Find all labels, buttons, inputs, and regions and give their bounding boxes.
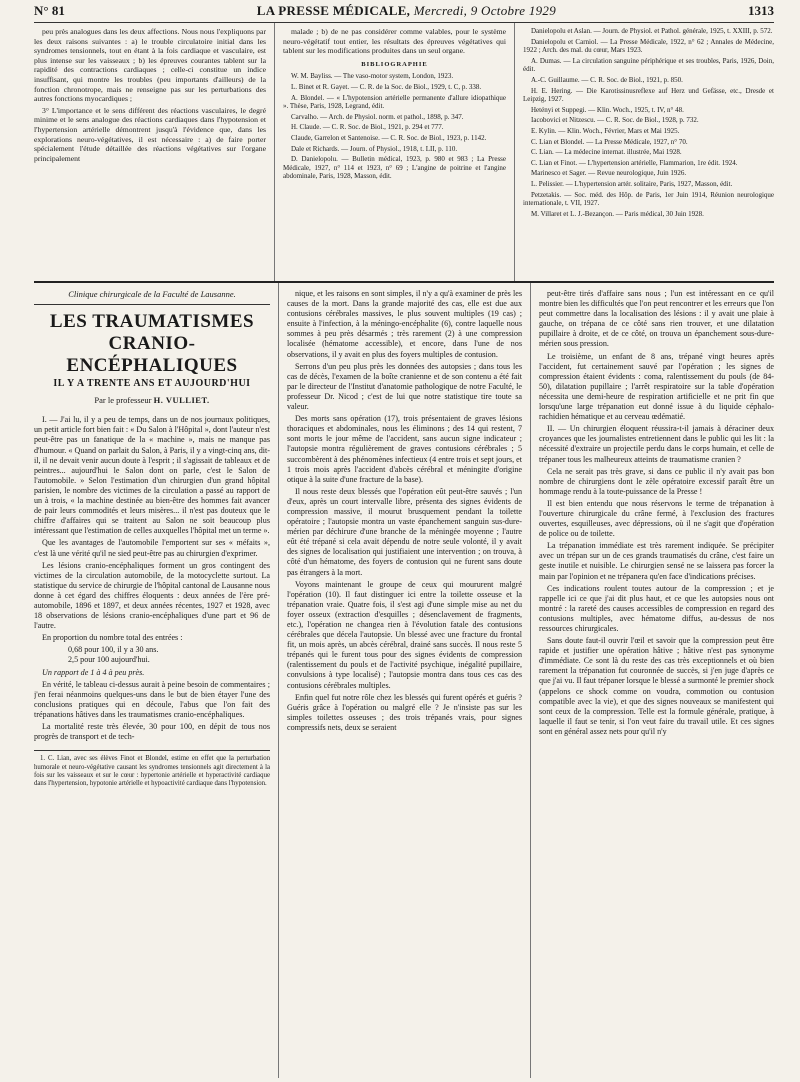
- journal-title: [257, 3, 556, 19]
- bibliography-entry: Danielopolu et Carniol. — La Presse Médicale, 1922, n° 62 ; Annales de Médecine, 1922 ; Arch. des mal. du cœur, Mars 1923.: [523, 37, 774, 55]
- paragraph: II. — Un chirurgien éloquent réussira-t-il jamais à déraciner deux croyances que les journalistes entretiennent dans le public qui les lit : la nécessité d'extraire un projectile perdu dans le corps humain, et celle de trépaner tous les malheureux atteints de traumatisme cranien ?: [539, 424, 774, 464]
- bibliography-entry: W. M. Bayliss. — The vaso-motor system, London, 1923.: [291, 72, 454, 81]
- author-prefix: Par le professeur: [94, 395, 152, 406]
- journal-name: LA PRESSE MÉDICALE,: [256, 3, 411, 18]
- bibliography-entry: Petzetakis. — Soc. méd. des Hôp. de Paris, 1er Juin 1914, Réunion neurologique internationale, t. VII, 1927.: [523, 190, 774, 208]
- article-title-line: LES TRAUMATISMES: [49, 311, 255, 333]
- issue-number: N° 81: [34, 3, 65, 18]
- paragraph: Un rapport de 1 à 4 à peu près.: [42, 667, 145, 677]
- paragraph: La trépanation immédiate est très rarement indiquée. Se précipiter avec un trépan sur un de ces grands traumatisés du crâne, c'est faire un geste inutile et nuisible. Le chirurgien sensé ne se laissera pas forcer la main par l'opinion et ne trépanera qu'en face d'indications précises.: [539, 541, 774, 581]
- bibliography-entry: C. Lian et Blondel. — La Presse Médicale, 1927, n° 70.: [531, 137, 688, 146]
- paragraph: Sans doute faut-il ouvrir l'œil et savoir que la compression peut être rapide et justifier une opération hâtive ; hâtive n'est pas synonyme d'immédiate. Ce sont là du reste des cas très exceptionnels et où bien rarement la trépanation fut couronnée de succès, si j'en juge d'après ce que j'ai vu. Il faut trépaner lorsque le blessé a surmonté le premier shock (appelons ce shock comme on voudra, commotion ou contusion compatible avec la vie), et que des signes nouveaux se manifestent qui sont ceux de la compression. Telle est la formule générale, pratique, à laquelle il faut se tenir, si l'on veut faire du travail utile. Et ces signes sont en général assez nets pour qu'il n'y: [539, 636, 774, 736]
- article-column-2: [278, 283, 530, 1078]
- bibliography-entry: C. Lian. — La médecine internat. illustrée, Mai 1928.: [531, 148, 682, 157]
- bibliography-entry: L. Binet et R. Gayet. — C. R. de la Soc. de Biol., 1929, t. C, p. 338.: [291, 82, 482, 91]
- bibliography-entry: H. Claude. — C. R. Soc. de Biol., 1921, p. 294 et 777.: [291, 123, 444, 132]
- paragraph: En proportion du nombre total des entrées :: [42, 633, 183, 643]
- paragraph: peut-être tirés d'affaire sans nous ; l'un est intéressant en ce qu'il montre bien les difficultés que l'on peut rencontrer et les erreurs que l'on peut commettre dans la localisation des lésions : il y avait une plaie à gauche, on trépana de ce côté sans rien trouver, et une dilatation pupillaire à droite, et de ce côté, on trouva un épanchement sous-dure-mérien sous pression.: [539, 289, 774, 349]
- paragraph: Des morts sans opération (17), trois présentaient de graves lésions thoraciques et abdominales, nous les éliminons ; des 14 qui restent, 7 sont morts le jour même de l'accident, sans aucun signe indicateur ; l'autopsie montra régulièrement de graves contusions cérébrales ; 5 succombèrent à des phénomènes infectieux (4 entre trois et sept jours, et 1 trois mois après l'accident d'abcès cérébral et méningite d'origine otique à la suite d'une fracture de la base).: [287, 414, 522, 484]
- statistic: 2,5 pour 100 aujourd'hui.: [68, 655, 150, 665]
- paragraph: Enfin quel fut notre rôle chez les blessés qui furent opérés et guéris ? Guéris grâce à l'opération ou malgré elle ? Je n'insiste pas sur les simples toilettes osseuses ; des trois trépanés vrais, pour signes compressifs nets, deux se seraient: [287, 692, 522, 732]
- top-column-2: [274, 23, 514, 281]
- article-subtitle: IL Y A TRENTE ANS ET AUJOURD'HUI: [53, 378, 251, 390]
- paragraph: malade ; b) de ne pas considérer comme valables, pour le système neuro-végétatif tout entier, les résultats des épreuves végétatives qui tablent sur les modifications produites dans un seul organe.: [283, 27, 506, 56]
- bibliography-entry: Hetényi et Suppegi. — Klin. Woch., 1925, t. IV, n° 48.: [531, 105, 684, 114]
- author-line: [34, 395, 270, 405]
- article-title-line: CRANIO-ENCÉPHALIQUES: [66, 333, 238, 377]
- article-title: [34, 311, 270, 377]
- statistic: 0,68 pour 100, il y a 30 ans.: [68, 645, 159, 655]
- previous-article-continuation: [34, 23, 774, 283]
- top-column-1: [34, 23, 274, 281]
- paragraph: La mortalité reste très élevée, 30 pour 100, en dépit de tous nos progrès de transport et de tech-: [34, 722, 270, 742]
- bibliography-entry: D. Danielopolu. — Bulletin médical, 1923, p. 980 et 983 ; La Presse Médicale, 1927, n° 114 et 1923, n° 69 ; L'angine de poitrine et l'angine abdominale, Paris, 1928, Masson, édit.: [283, 155, 506, 181]
- article: [34, 283, 774, 1078]
- paragraph: Le troisième, un enfant de 8 ans, trépané vingt heures après l'accident, fut certainement sauvé par l'opération ; les signes de compression étaient évidents : coma, ralentissement du pouls (de 84-50), dilatation pupillaire ; l'arrêt respiratoire sur la table d'opération nécessita une demi-heure de respiration artificielle et ne prit fin que lorsqu'une large trépanation eut donné issue à du liquide céphalo-rachidien hématique et au cerveau œdématié.: [539, 351, 774, 422]
- bibliography-entry: Dale et Richards. — Journ. of Physiol., 1918, t. LII, p. 110.: [291, 144, 458, 153]
- paragraph: Les lésions cranio-encéphaliques forment un gros contingent des victimes de la circulation automobile, de la motocyclette surtout. La statistique du service de chirurgie de l'hôpital cantonal de Lausanne nous donne à cet égard des chiffres éloquents : deux années de l'ère pré-automobile, 1896 et 1897, et deux années récentes, 1927 et 1928, avec 18 observations de lésions cranio-encéphaliques d'une part et 96 de l'autre.: [34, 560, 270, 631]
- bibliography-entry: Carvalho. — Arch. de Physiol. norm. et pathol., 1898, p. 347.: [291, 112, 464, 121]
- bibliography-entry: Marinesco et Sager. — Revue neurologique, Juin 1926.: [531, 169, 687, 178]
- footnote: [34, 750, 270, 789]
- paragraph: Voyons maintenant le groupe de ceux qui moururent malgré l'opération (10). Il faut distinguer ici entre la toilette osseuse et la trépanation vraie. Quatre fois, il s'est agi d'une simple mise au net du foyer osseux (extraction d'esquilles ; désenclavement de fragments, etc.), l'opération ne changea rien à l'évolution fatale des contusions cérébrales que décela l'autopsie. Un blessé avec une fracture du frontal fit, un mois après, un abcès cérébral, drainé sans succès. Il nous reste 5 trépanés qui le furent tous pour des signes évidents de compression (ralentissement du pouls et de l'activité psychique, inégalité pupillaire, convulsions à type localisé) ; l'autopsie montra dans tous ces cas des contusions cérébrales multiples.: [287, 579, 522, 690]
- bibliography-entry: M. Villaret et L. J.-Bezançon. — Paris médical, 30 Juin 1928.: [531, 209, 704, 218]
- bibliography-entry: H. E. Hering. — Die Karotissinusreflexe auf Herz und Gefässe, etc., Dresde et Leipzig, 1927.: [523, 86, 774, 104]
- bibliography-entry: C. Lian et Finot. — L'hypertension artérielle, Flammarion, 1re édit. 1924.: [531, 158, 738, 167]
- footnote-text: 1. C. Lian, avec ses élèves Finot et Blondel, estime en effet que la perturbation humorale et neuro-végétative causant les syndromes tensionnels agit directement à la fois sur les vaisseaux et sur le cœur : hypertonie artérielle et hyperactivité cardiaque dans l'hypertension, hypotonie artérielle et hypoactivité cardiaque dans l'hypotension.: [34, 755, 270, 788]
- bibliography-entry: E. Kylin. — Klin. Woch., Février, Mars et Mai 1925.: [531, 126, 680, 135]
- paragraph: Ces indications roulent toutes autour de la compression ; et je rappelle ici ce que j'ai dit plus haut, et ce que les autopsies nous ont montré : la rareté des causes accessibles de compression en regard des contusions multiples, avec hématome diffus, au-dessus de nos ressources chirurgicales.: [539, 583, 774, 633]
- top-column-3: [514, 23, 774, 281]
- clinic-affiliation: Clinique chirurgicale de la Faculté de Lausanne.: [34, 289, 270, 305]
- bibliography-entry: L. Pelissier. — L'hypertension artér. solitaire, Paris, 1927, Masson, édit.: [531, 179, 733, 188]
- bibliography-entry: A.-C. Guillaume. — C. R. Soc. de Biol., 1921, p. 850.: [531, 75, 683, 84]
- bibliography-entry: Danielopolu et Aslan. — Journ. de Physiol. et Pathol. générale, 1925, t. XXIII, p. 572.: [531, 27, 773, 35]
- paragraph: peu près analogues dans les deux affections. Nous nous l'expliquons par les deux raisons suivantes : a) le trouble circulatoire initial dans les syndromes tensionnels, tout en étant à la fois cardiaque et vasculaire, est plus intense sur les vaisseaux ; b) les épreuves courantes tablent sur la rapidité des contractions cardiaques ; celle-ci constitue un indice insuffisant, qui montre les troubles (peu importants d'ailleurs) de la fonction chronotrope, mais ne renseigne pas sur les perturbations des autres fonctions myocardiques ;: [34, 27, 266, 104]
- paragraph: Serrons d'un peu plus près les données des autopsies ; dans tous les cas de décès, l'examen de la boîte cranienne et de son contenu a été fait par le directeur de l'Institut d'anatomie pathologique de notre Faculté, le professeur Dr. Nicod ; c'est de lui que notre statistique tire toute sa valeur.: [287, 361, 522, 412]
- page-number: 1313: [747, 3, 774, 18]
- paragraph: Il est bien entendu que nous réservons le terme de trépanation à l'ouverture chirurgicale du crâne fermé, à l'exclusion des fractures ouvertes, esquilleuses, avec dépressions, où il ne s'agit que d'opération de police ou de toilette.: [539, 498, 774, 539]
- paragraph: Il nous reste deux blessés que l'opération eût peut-être sauvés ; l'un d'eux, après un court intervalle libre, présenta des signes évidents de compression massive, il mourut brusquement pendant la toilette opératoire ; l'autopsie montra un vaste épanchement sanguin sus-dure-mérien par déchirure d'une branche de la méningée moyenne ; l'autre eût été trépané si cela avait dépendu de notre seule volonté, il y avait des signes de localisation qui justifiaient une intervention ; on trouva, à côté d'un hématome, des foyers de contusion qui ne furent sans doute pas étrangers à la mort.: [287, 486, 522, 577]
- statistics-list: [68, 645, 270, 665]
- article-column-3: [530, 283, 774, 1078]
- bibliography-entry: Claude, Garrelon et Santenoise. — C. R. Soc. de Biol., 1923, p. 1142.: [291, 133, 487, 142]
- paragraph: I. — J'ai lu, il y a peu de temps, dans un de nos journaux politiques, un petit article fort bien fait : « Du Salon à l'Hôpital », dont l'auteur n'est peut-être pas un fanatique de la « machine », mais ne manque pas d'humour. « Quand on parlait du Salon, à Paris, il y a vingt-cinq ans, dit-il, il ne devait venir aucun doute à l'esprit ; il s'agissait de tableaux et de peintres... aujourd'hui le Salon dont on parle, c'est le Salon de l'automobile. » Selon l'estimation d'un chirurgien d'un grand hôpital parisien, le nombre des victimes de la circulation a passé au rapport de un à trois, « la machine destinée au bien-être des hommes fait avancer de pair leurs commodités et leurs misères... il n'est pas douteux que le chiffre d'affaires qui se traitent au Salon ne soit beaucoup plus intéressant que l'estimation de celles auxquelles l'hôpital met un terme ».: [34, 415, 270, 536]
- paragraph: nique, et les raisons en sont simples, il n'y a qu'à examiner de près les causes de la mort. Dans la grande majorité des cas, elle est due aux contusions cérébrales massives, le plus souvent multiples (19 cas) ; ensuite à l'infection, à la méningo-encéphalite (6), contre laquelle nous sommes à peu près désarmés ; très rarement (2) à une compression localisée (hématome accessible), et encore, dans l'une de nos observations, il y avait en plus des foyers multiples de contusion.: [287, 289, 522, 359]
- paragraph: 3° L'importance et le sens différent des réactions vasculaires, le degré minime et le sens analogue des réactions cardiaques dans l'hypotension et l'hypertension artérielle démontrent jusqu'à l'évidence que, dans les explorations neuro-végétatives, il est nécessaire : a) de faire porter spécialement l'étude détaillée des réactions végétatives sur l'organe principalement: [34, 105, 266, 163]
- paragraph: En vérité, le tableau ci-dessus aurait à peine besoin de commentaires ; j'en ferai néanmoins quelques-uns dans le but de bien étayer l'une des conclusions pratiques qui en découle, l'abus que l'on fait des trépanations hâtives dans les traumatismes cranio-encéphaliques.: [34, 679, 270, 719]
- page-header: [34, 0, 774, 23]
- bibliography-entry: A. Dumas. — La circulation sanguine périphérique et ses troubles, Paris, 1926, Doin, édit.: [523, 56, 774, 74]
- author-name: H. VULLIET.: [153, 395, 210, 406]
- article-column-1: [34, 283, 278, 1078]
- bibliography-entry: Iacobovici et Nitzescu. — C. R. Soc. de Biol., 1928, p. 732.: [531, 116, 699, 125]
- bibliography-heading: BIBLIOGRAPHIE: [361, 60, 428, 68]
- paragraph: Cela ne serait pas très grave, si dans ce public il n'y avait pas bon nombre de chirurgiens dont le zèle opératoire excessif paraît être un hommage rendu à la toute-puissance de la Presse !: [539, 466, 774, 496]
- paragraph: Que les avantages de l'automobile l'emportent sur ses « méfaits », c'est là une vérité qu'il ne sied peut-être pas au chirurgien d'exprimer.: [34, 538, 270, 558]
- bibliography-entry: A. Blondel. — « L'hypotension artérielle permanente d'allure idiopathique ». Thèse, Paris, 1928, Legrand, édit.: [283, 93, 506, 111]
- publication-date: Mercredi, 9 Octobre 1929: [413, 3, 557, 18]
